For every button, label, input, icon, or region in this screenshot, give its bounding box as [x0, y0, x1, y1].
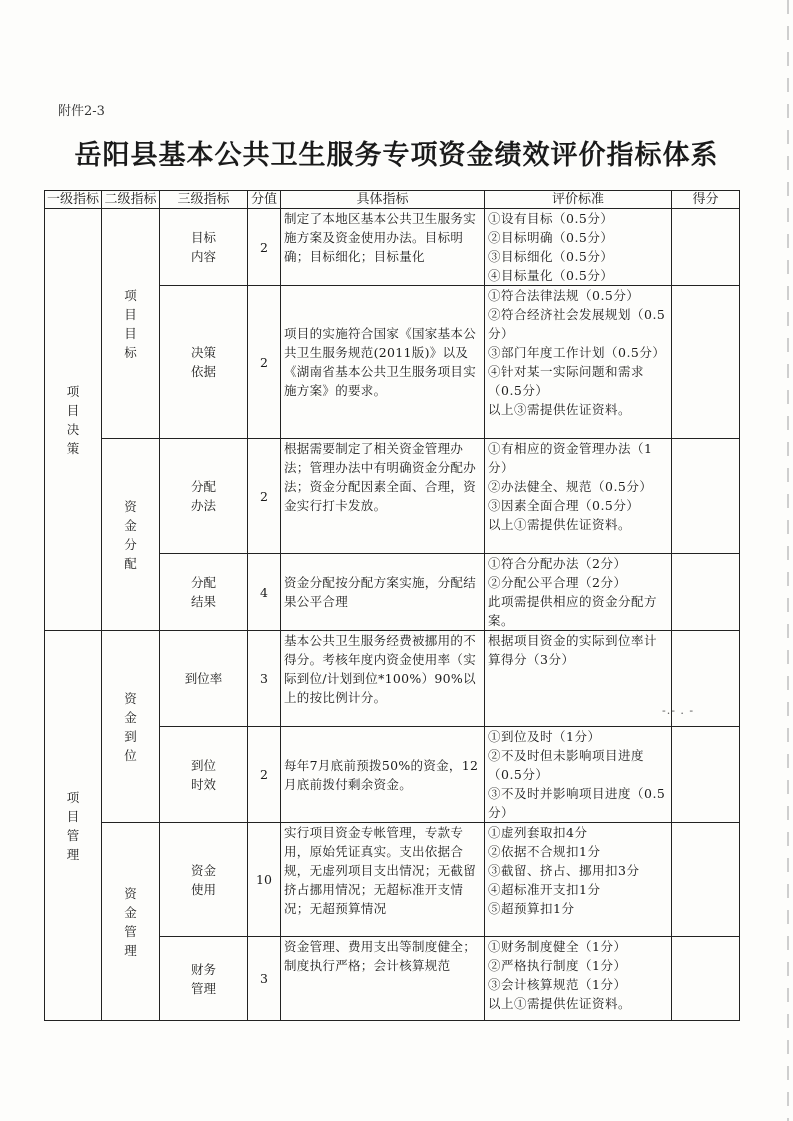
weight-cell: 10	[248, 823, 281, 937]
page-title: 岳阳县基本公共卫生服务专项资金绩效评价指标体系	[74, 140, 719, 171]
level3-cell	[160, 554, 248, 631]
level2-cell	[102, 209, 160, 439]
level2-label: 项目目标	[124, 287, 137, 360]
criteria-line: 以上①需提供佐证资料。	[488, 517, 632, 532]
criteria-line: 此项需提供相应的资金分配方案。	[488, 594, 658, 628]
criteria-line: ①符合法律法规（0.5分）	[488, 288, 640, 303]
score-cell	[672, 937, 740, 1021]
level3-line: 内容	[190, 249, 216, 264]
score-cell	[672, 727, 740, 823]
table-row	[45, 823, 740, 937]
level3-cell	[160, 823, 248, 937]
level2-cell	[102, 439, 160, 631]
header-level3: 三级指标	[160, 191, 248, 209]
level2-cell	[102, 631, 160, 823]
header-weight: 分值	[248, 191, 281, 209]
criteria-cell	[485, 286, 672, 439]
table-row	[45, 631, 740, 727]
level3-line: 目标	[190, 230, 216, 245]
criteria-line: ②严格执行制度（1分）	[488, 958, 627, 973]
criteria-line: ③目标细化（0.5分）	[488, 249, 614, 264]
header-level2: 二级指标	[102, 191, 160, 209]
criteria-line: ④针对某一实际问题和需求（0.5分）	[488, 364, 645, 398]
criteria-line: ④超标准开支扣1分	[488, 882, 601, 897]
level3-line: 资金	[190, 862, 216, 878]
spec-cell: 基本公共卫生服务经费被挪用的不得分。考核年度内资金使用率（实际到位/计划到位*100%）90%以上的按比例计分。	[281, 631, 485, 727]
header-criteria: 评价标准	[485, 191, 672, 209]
spec-cell: 每年7月底前预拨50%的资金，12月底前拨付剩余资金。	[281, 727, 485, 823]
level1-label: 项目决策	[66, 383, 80, 456]
criteria-line: ②不及时但未影响项目进度（0.5分）	[488, 748, 645, 782]
level3-cell	[160, 209, 248, 286]
criteria-line: ④目标量化（0.5分）	[488, 268, 614, 283]
criteria-line: ①设有目标（0.5分）	[488, 211, 614, 226]
criteria-line: ③因素全面合理（0.5分）	[488, 498, 640, 513]
header-level1: 一级指标	[45, 191, 102, 209]
level3-line: 办法	[190, 498, 216, 513]
criteria-cell	[485, 209, 672, 286]
header-score: 得分	[672, 191, 740, 209]
level3-line: 决策	[190, 345, 216, 360]
criteria-line: 以上③需提供佐证资料。	[488, 402, 632, 417]
level2-cell	[102, 823, 160, 1021]
criteria-line: 以上①需提供佐证资料。	[488, 996, 632, 1011]
score-cell	[672, 823, 740, 937]
weight-cell: 2	[248, 286, 281, 439]
level1-label: 项目管理	[66, 789, 80, 862]
criteria-line: ①虚列套取扣4分	[488, 825, 588, 840]
criteria-cell	[485, 823, 672, 937]
criteria-line: ①到位及时（1分）	[488, 729, 601, 744]
level1-cell	[45, 631, 102, 1021]
spec-cell: 项目的实施符合国家《国家基本公共卫生服务规范(2011版)》以及《湖南省基本公共卫生服务项目实施方案》的要求。	[281, 286, 485, 439]
criteria-cell	[485, 554, 672, 631]
indicator-table	[44, 190, 740, 1021]
criteria-line: ③部门年度工作计划（0.5分）	[488, 345, 666, 360]
table-row	[45, 209, 740, 286]
level3-line: 分配	[190, 575, 216, 590]
weight-cell: 2	[248, 727, 281, 823]
criteria-line: 根据项目资金的实际到位率计算得分（3分）	[488, 633, 658, 667]
level3-line: 时效	[190, 776, 216, 792]
criteria-line: ③会计核算规范（1分）	[488, 977, 627, 992]
level2-label: 资金分配	[124, 498, 137, 571]
score-cell	[672, 554, 740, 631]
criteria-line: ③不及时并影响项目进度（0.5分）	[488, 786, 666, 820]
criteria-line: ②办法健全、规范（0.5分）	[488, 479, 653, 494]
criteria-line: ①财务制度健全（1分）	[488, 939, 627, 954]
criteria-line: ⑤超预算扣1分	[488, 901, 575, 916]
table-header-row	[45, 191, 740, 209]
criteria-line: ②目标明确（0.5分）	[488, 230, 614, 245]
criteria-line: ①有相应的资金管理办法（1分）	[488, 441, 653, 475]
weight-cell: 4	[248, 554, 281, 631]
criteria-cell	[485, 439, 672, 554]
level3-line: 使用	[190, 881, 216, 897]
header-spec: 具体指标	[281, 191, 485, 209]
scan-edge-shadow	[787, 0, 789, 1121]
criteria-cell	[485, 937, 672, 1021]
criteria-line: ②符合经济社会发展规划（0.5分）	[488, 307, 666, 341]
weight-cell: 2	[248, 439, 281, 554]
spec-cell: 资金分配按分配方案实施，分配结果公平合理	[281, 554, 485, 631]
level3-cell	[160, 286, 248, 439]
level3-cell	[160, 937, 248, 1021]
criteria-cell	[485, 631, 672, 727]
spec-cell: 资金管理、费用支出等制度健全；制度执行严格；会计核算规范	[281, 937, 485, 1021]
attachment-label: 附件2-3	[58, 104, 105, 119]
weight-cell: 3	[248, 631, 281, 727]
spec-cell: 根据需要制定了相关资金管理办法；管理办法中有明确资金分配办法；资金分配因素全面、合理，资金实行打卡发放。	[281, 439, 485, 554]
level3-cell	[160, 439, 248, 554]
level3-cell	[160, 727, 248, 823]
criteria-line: ②分配公平合理（2分）	[488, 575, 627, 590]
level3-line: 结果	[190, 594, 216, 609]
level3-line: 到位	[190, 757, 216, 773]
level2-label: 资金管理	[124, 885, 137, 958]
level2-label: 资金到位	[124, 690, 137, 763]
weight-cell: 3	[248, 937, 281, 1021]
level3-line: 管理	[190, 980, 216, 996]
spec-cell: 实行项目资金专帐管理，专款专用，原始凭证真实。支出依据合规，无虚列项目支出情况；无截留挤占挪用情况；无超标准开支情况；无超预算情况	[281, 823, 485, 937]
level3-line: 依据	[190, 364, 216, 379]
score-cell	[672, 286, 740, 439]
table-row	[45, 439, 740, 554]
level3-cell	[160, 631, 248, 727]
scan-mark: -.- . -	[662, 704, 695, 717]
level3-line: 分配	[190, 479, 216, 494]
level3-line: 财务	[190, 961, 216, 977]
criteria-line: ②依据不合规扣1分	[488, 844, 601, 859]
level3-line: 到位率	[184, 671, 223, 686]
score-cell	[672, 209, 740, 286]
spec-cell: 制定了本地区基本公共卫生服务实施方案及资金使用办法。目标明确；目标细化；目标量化	[281, 209, 485, 286]
weight-cell: 2	[248, 209, 281, 286]
level1-cell	[45, 209, 102, 631]
score-cell	[672, 439, 740, 554]
criteria-line: ③截留、挤占、挪用扣3分	[488, 863, 640, 878]
criteria-line: ①符合分配办法（2分）	[488, 556, 627, 571]
criteria-cell	[485, 727, 672, 823]
